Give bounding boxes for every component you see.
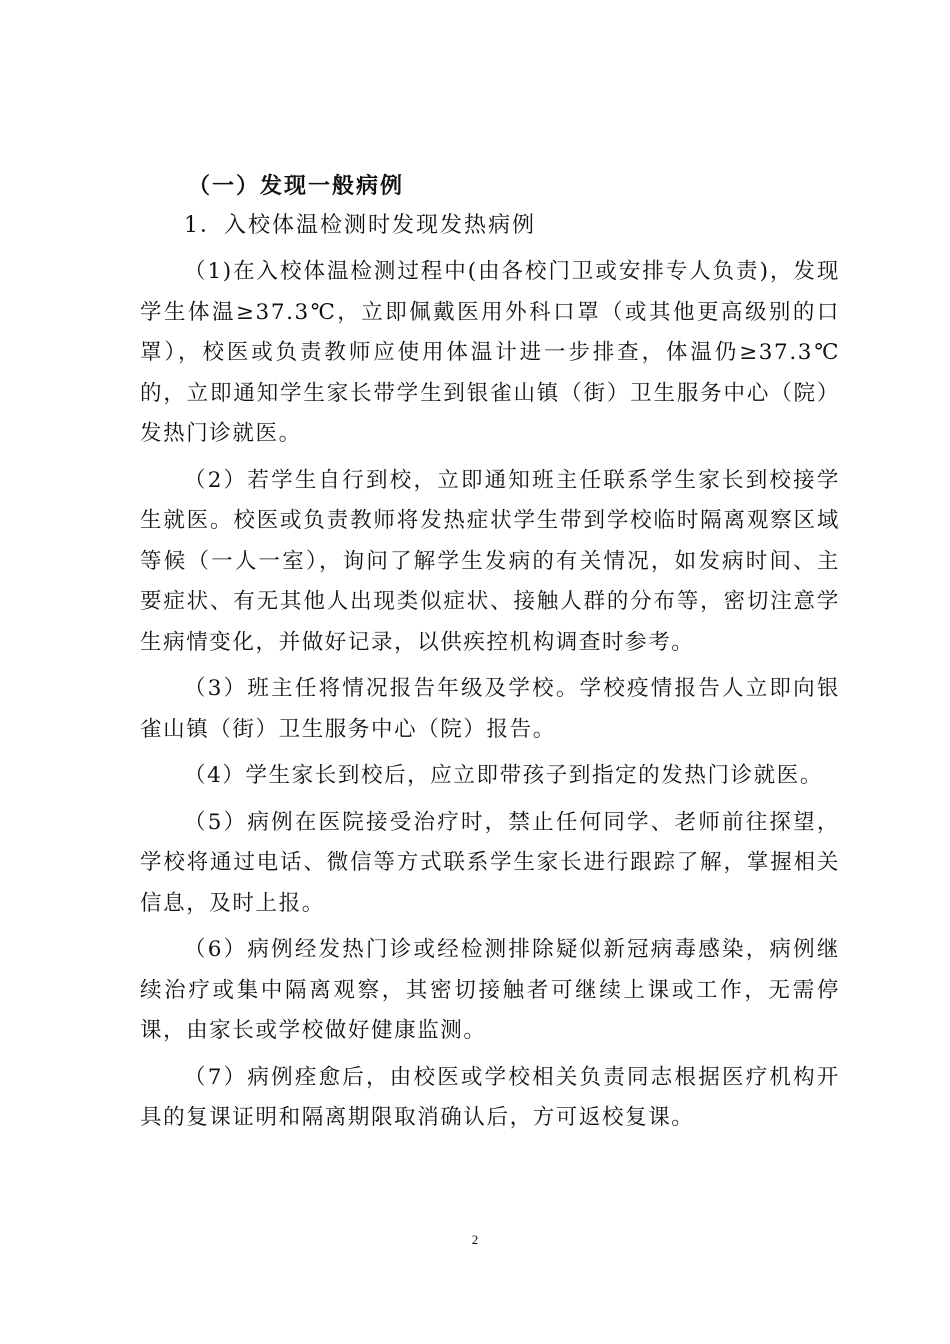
paragraph-2: （2）若学生自行到校，立即通知班主任联系学生家长到校接学生就医。校医或负责教师将发热症状学生带到学校临时隔离观察区域等候（一人一室），询问了解学生发病的有关情况，如发病时间、主要症状、有无其他人出现类似症状、接触人群的分布等，密切注意学生病情变化，并做好记录，以供疾控机构调查时参考。 [140, 467, 840, 655]
document-body [140, 166, 840, 1139]
paragraph-5: （5）病例在医院接受治疗时，禁止任何同学、老师前往探望，学校将通过电话、微信等方式联系学生家长进行跟踪了解，掌握相关信息，及时上报。 [140, 809, 840, 916]
paragraph-4: （4）学生家长到校后，应立即带孩子到指定的发热门诊就医。 [184, 763, 823, 788]
subsection-heading: 1．入校体温检测时发现发热病例 [184, 213, 536, 238]
page-number: 2 [471, 1232, 479, 1247]
paragraph-1: （1)在入校体温检测过程中(由各校门卫或安排专人负责)，发现学生体温≥37.3℃，立即佩戴医用外科口罩（或其他更高级别的口罩），校医或负责教师应使用体温计进一步排查，体温仍≥37.3℃的，立即通知学生家长带学生到银雀山镇（街）卫生服务中心（院）发热门诊就医。 [140, 259, 840, 446]
paragraph-6: （6）病例经发热门诊或经检测排除疑似新冠病毒感染，病例继续治疗或集中隔离观察，其密切接触者可继续上课或工作，无需停课，由家长或学校做好健康监测。 [140, 937, 840, 1043]
section-heading: （一）发现一般病例 [188, 173, 405, 199]
paragraph-3: （3）班主任将情况报告年级及学校。学校疫情报告人立即向银雀山镇（街）卫生服务中心（院）报告。 [140, 676, 840, 742]
paragraph-7: （7）病例痊愈后，由校医或学校相关负责同志根据医疗机构开具的复课证明和隔离期限取消确认后，方可返校复课。 [140, 1064, 840, 1130]
